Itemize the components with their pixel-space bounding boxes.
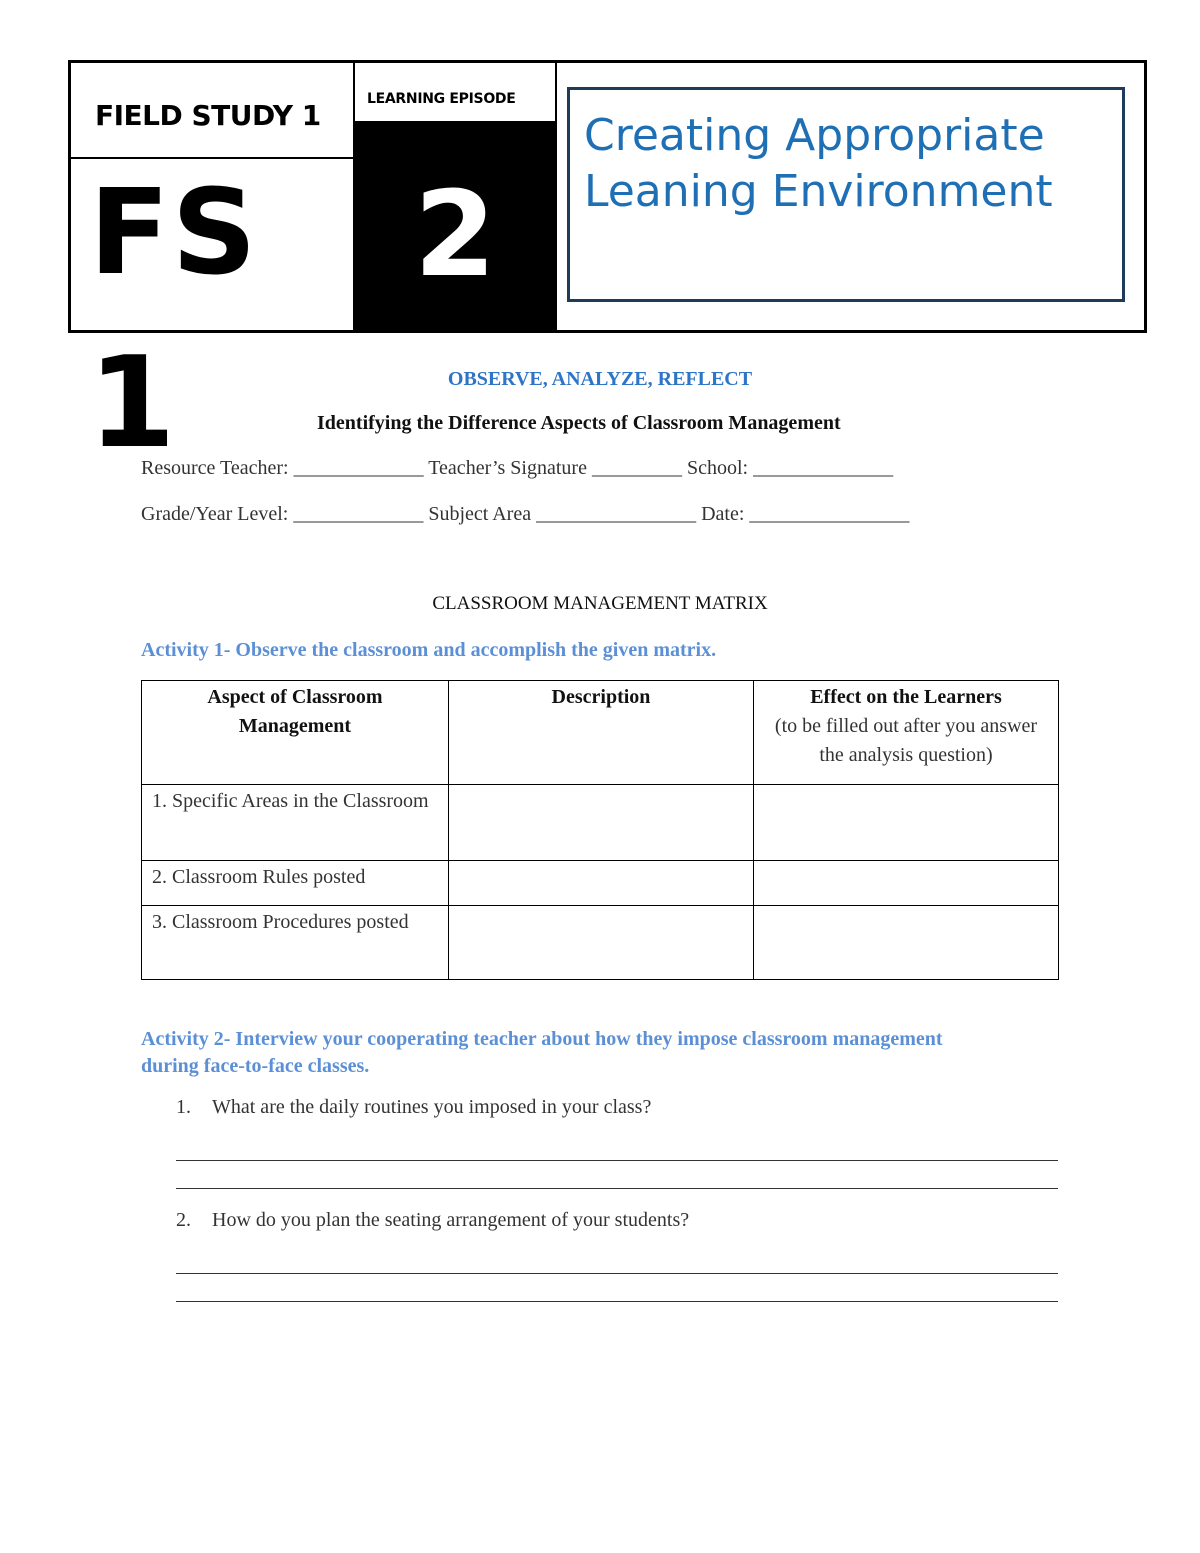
matrix-description-cell[interactable] (449, 906, 754, 980)
matrix-header-effect-title: Effect on the Learners (810, 686, 1002, 708)
matrix-header-effect-note: (to be filled out after you answer the analysis question) (774, 715, 1038, 766)
matrix-header-effect (754, 681, 1059, 785)
matrix-aspect-cell: 3. Classroom Procedures posted (142, 906, 449, 980)
fs-number: 1 (88, 329, 176, 476)
matrix-aspect-cell: 2. Classroom Rules posted (142, 861, 449, 906)
question-text: What are the daily routines you imposed in your class? (212, 1096, 652, 1118)
episode-number: 2 (413, 165, 497, 303)
classroom-management-matrix (141, 680, 1059, 980)
matrix-header-aspect: Aspect of Classroom Management (142, 681, 449, 785)
answer-line[interactable] (176, 1188, 1058, 1189)
activity-2-instruction: Activity 2- Interview your cooperating teacher about how they impose classroom management during face-to-face classes. (141, 1028, 943, 1077)
field-study-label: FIELD STUDY 1 (95, 99, 321, 132)
learning-episode-label: LEARNING EPISODE (367, 91, 516, 107)
episode-title-line-2: Leaning Environment (584, 166, 1053, 217)
fs-code: FS (89, 163, 259, 301)
question-number: 1. (176, 1096, 191, 1118)
section-heading: OBSERVE, ANALYZE, REFLECT (447, 368, 753, 390)
table-row (142, 785, 1059, 861)
matrix-effect-cell[interactable] (754, 861, 1059, 906)
matrix-description-cell[interactable] (449, 861, 754, 906)
section-subtitle: Identifying the Difference Aspects of Classroom Management (317, 412, 841, 434)
matrix-header-row (142, 681, 1059, 785)
matrix-effect-cell[interactable] (754, 785, 1059, 861)
field-study-label-cell (71, 63, 353, 159)
answer-line[interactable] (176, 1273, 1058, 1274)
question-1 (176, 1096, 651, 1119)
table-row (142, 906, 1059, 980)
answer-line[interactable] (176, 1301, 1058, 1302)
table-row (142, 861, 1059, 906)
episode-title-line-1: Creating Appropriate (584, 110, 1045, 161)
field-study-panel (71, 63, 355, 330)
matrix-header-description: Description (449, 681, 754, 785)
matrix-description-cell[interactable] (449, 785, 754, 861)
question-text: How do you plan the seating arrangement of your students? (212, 1209, 690, 1231)
answer-line[interactable] (176, 1160, 1058, 1161)
matrix-effect-cell[interactable] (754, 906, 1059, 980)
matrix-title: CLASSROOM MANAGEMENT MATRIX (432, 593, 768, 614)
matrix-aspect-cell: 1. Specific Areas in the Classroom (142, 785, 449, 861)
question-2 (176, 1209, 689, 1232)
question-number: 2. (176, 1209, 191, 1231)
episode-title-box (567, 87, 1125, 302)
activity-1-instruction: Activity 1- Observe the classroom and accomplish the given matrix. (141, 639, 717, 661)
info-line-grade: Grade/Year Level: _____________ Subject Area ________________ Date: ________________ (141, 503, 910, 525)
learning-episode-panel (355, 63, 557, 330)
info-line-teacher: Resource Teacher: _____________ Teacher’s Signature _________ School: ______________ (141, 457, 894, 479)
episode-title (584, 108, 1053, 220)
